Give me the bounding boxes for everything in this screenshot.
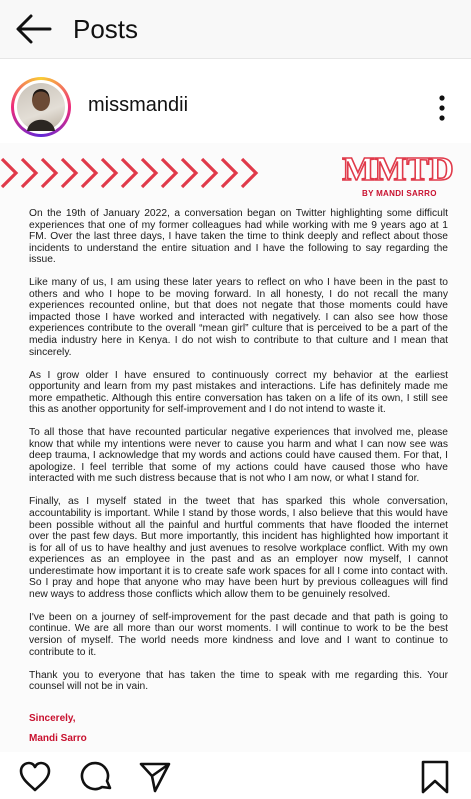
bookmark-icon[interactable] [418, 760, 452, 794]
brand-logo [342, 147, 454, 189]
chevron-pattern-decoration [0, 153, 330, 193]
avatar-story-ring[interactable] [11, 77, 71, 137]
letter-paragraph: Finally, as I myself stated in the tweet that has sparked this whole conversation, accountability is important. While I stand by those words, I also believe that this would have been possible without all the painful and hurtful comments that have flooded the internet over the past few days. But more importantly, this incident has highlighted how important it is for all of us to have healthy and just avenues to resolve workplace conflict. With my own experiences as an employee in the past and as an employer now myself, I cannot underestimate how important it is to create safe work spaces for all I come into contact with. So I pray and hope that anyone who may have been hurt by previous colleagues will find new ways to address those conflicts which allow them to be genuinely resolved. [29, 496, 448, 600]
post-action-bar [0, 752, 471, 799]
profile-photo-icon[interactable] [17, 83, 65, 131]
avatar-frame [14, 80, 68, 134]
letter-paragraph: Thank you to everyone that has taken the time to speak with me regarding this. Your counsel will not be in vain. [29, 669, 448, 693]
letter-paragraph: As I grow older I have ensured to continuously correct my behavior at the earliest opportunity and learn from my past mistakes and interactions. Life has definitely made me more empathetic. Although this entire conversation has taken on a life of its own, I still see this as another opportunity for self-improvement and I do not intend to waste it. [29, 369, 448, 416]
username-link[interactable]: missmandii [88, 94, 189, 116]
post-image[interactable] [0, 143, 471, 752]
top-nav-bar [0, 0, 471, 59]
arrow-left-icon[interactable] [14, 12, 54, 46]
page-title: Posts [73, 14, 139, 44]
send-icon[interactable] [138, 760, 172, 794]
letter-paragraph: To all those that have recounted particular negative experiences that involved me, please know that while my intentions were never to cause you harm and what I can now see was deep trauma, I acknowledge that my words and actions could have caused them. For that, I apologize. I feel terrible that some of my actions could have caused those who have interacted with me such distress because that is not who I am now, or what I stand for. [29, 427, 448, 485]
more-vertical-icon[interactable] [432, 93, 452, 123]
post-header [0, 59, 471, 143]
svg-text:MMTD: MMTD [342, 151, 454, 188]
letter-paragraph: On the 19th of January 2022, a conversation began on Twitter highlighting some difficult experiences that one of my former colleagues had while working with me 9 years ago at 1 FM. Over the last three days, I have taken the time to think deeply and reflect about those incidents to understand the entire situation and I have the following to say regarding the issue. [29, 208, 448, 266]
brand-byline: BY MANDI SARRO [362, 189, 437, 198]
comment-icon[interactable] [80, 760, 114, 794]
letter-body [29, 208, 448, 704]
heart-icon[interactable] [18, 760, 52, 794]
letter-paragraph: Like many of us, I am using these later years to reflect on who I have been in the past to others and who I hope to be moving forward. In all honesty, I do not recall the many experiences recounted online, but that does not negate that those moments could have impacted those I have worked and interacted with negatively. I can also see how those experiences contribute to the overall “mean girl” culture that is perceived to be a part of the media industry here in Kenya. I do not wish to contribute to that culture and I mean that sincerely. [29, 277, 448, 358]
letter-signature: Mandi Sarro [29, 733, 87, 744]
letter-signoff: Sincerely, [29, 713, 76, 724]
letter-paragraph: I've been on a journey of self-improvement for the past decade and that path is going to continue. We are all more than our worst moments. I will continue to work to be the best version of myself. The world needs more kindness and love and I want to continue to contribute to it. [29, 611, 448, 658]
